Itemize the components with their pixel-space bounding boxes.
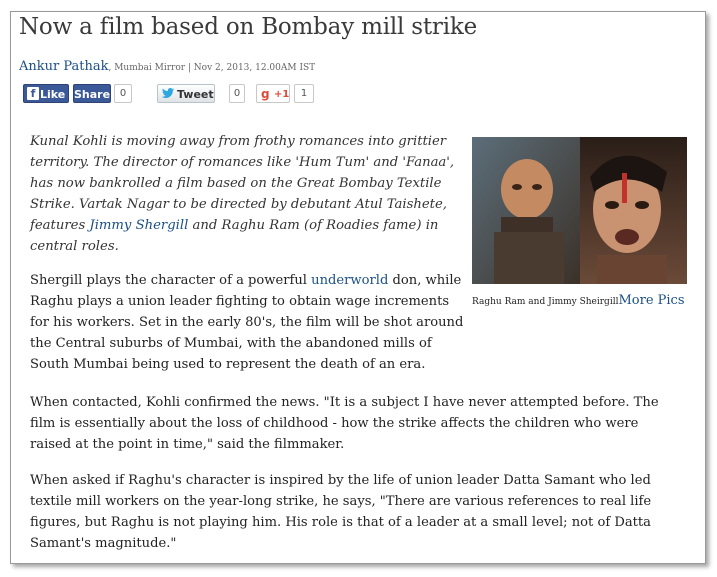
p2-text-1: Shergill plays the character of a powerful [30,273,312,288]
facebook-share-count: 0 [114,84,132,103]
caption-text: Raghu Ram and Jimmy Sheirgill [472,297,619,307]
google-plus-label: +1 [274,89,290,100]
facebook-icon: f [27,87,39,100]
p2-text-2: don, while Raghu plays a union leader fighting to obtain wage increments for his workers. Set in the early 80's, the film will be shot around the Central suburbs of Mumbai, with the abandoned mills of South Mumbai being used to represent the death of an era. [30,273,464,372]
jimmy-shergill-link[interactable]: Jimmy Shergill [89,218,189,233]
google-plus-count: 1 [294,84,314,103]
tweet-button[interactable] [157,84,215,103]
intro-text-2: and Raghu Ram (of Roadies fame) in central roles. [30,218,439,254]
twitter-bird-icon [162,88,174,98]
facebook-share-button[interactable]: Share [73,84,111,103]
more-pics-link[interactable]: More Pics [618,293,685,308]
paragraph-3: When contacted, Kohli confirmed the news. "It is a subject I have never attempted before. The film is essentially about the loss of childhood - how the strike affects the children who were raised at the point in time," said the filmmaker. [30,395,659,452]
tweet-count: 0 [229,84,245,103]
paragraph-2 [30,270,470,375]
article-intro [30,131,462,257]
paragraph-4: When asked if Raghu's character is inspired by the life of union leader Datta Samant who led textile mill workers on the year-long strike, he says, "There are various references to real life figures, but Raghu is not playing him. His role is that of a leader at a small level; not of Datta Samant's magnitude." [30,473,652,551]
intro-text-1: Kunal Kohli is moving away from frothy romances into grittier territory. The director of romances like 'Hum Tum' and 'Fanaa', has now bankrolled a film based on the Great Bombay Textile Strike. Vartak Nagar to be directed by debutant Atul Taishete, features [30,134,455,233]
author-link[interactable]: Ankur Pathak [19,59,109,74]
byline [19,55,315,74]
article-meta: , Mumbai Mirror | Nov 2, 2013, 12.00AM IST [108,63,316,73]
photo-image [472,137,687,284]
article-title: Now a film based on Bombay mill strike [19,14,478,40]
underworld-link[interactable]: underworld [311,273,389,288]
photo-caption [472,291,687,312]
google-plus-icon: g [261,87,270,101]
facebook-like-button[interactable] [23,84,69,103]
google-plus-button[interactable] [256,84,290,103]
facebook-like-label: Like [40,88,66,101]
tweet-label: Tweet [177,88,214,101]
article-photo[interactable] [472,137,687,284]
